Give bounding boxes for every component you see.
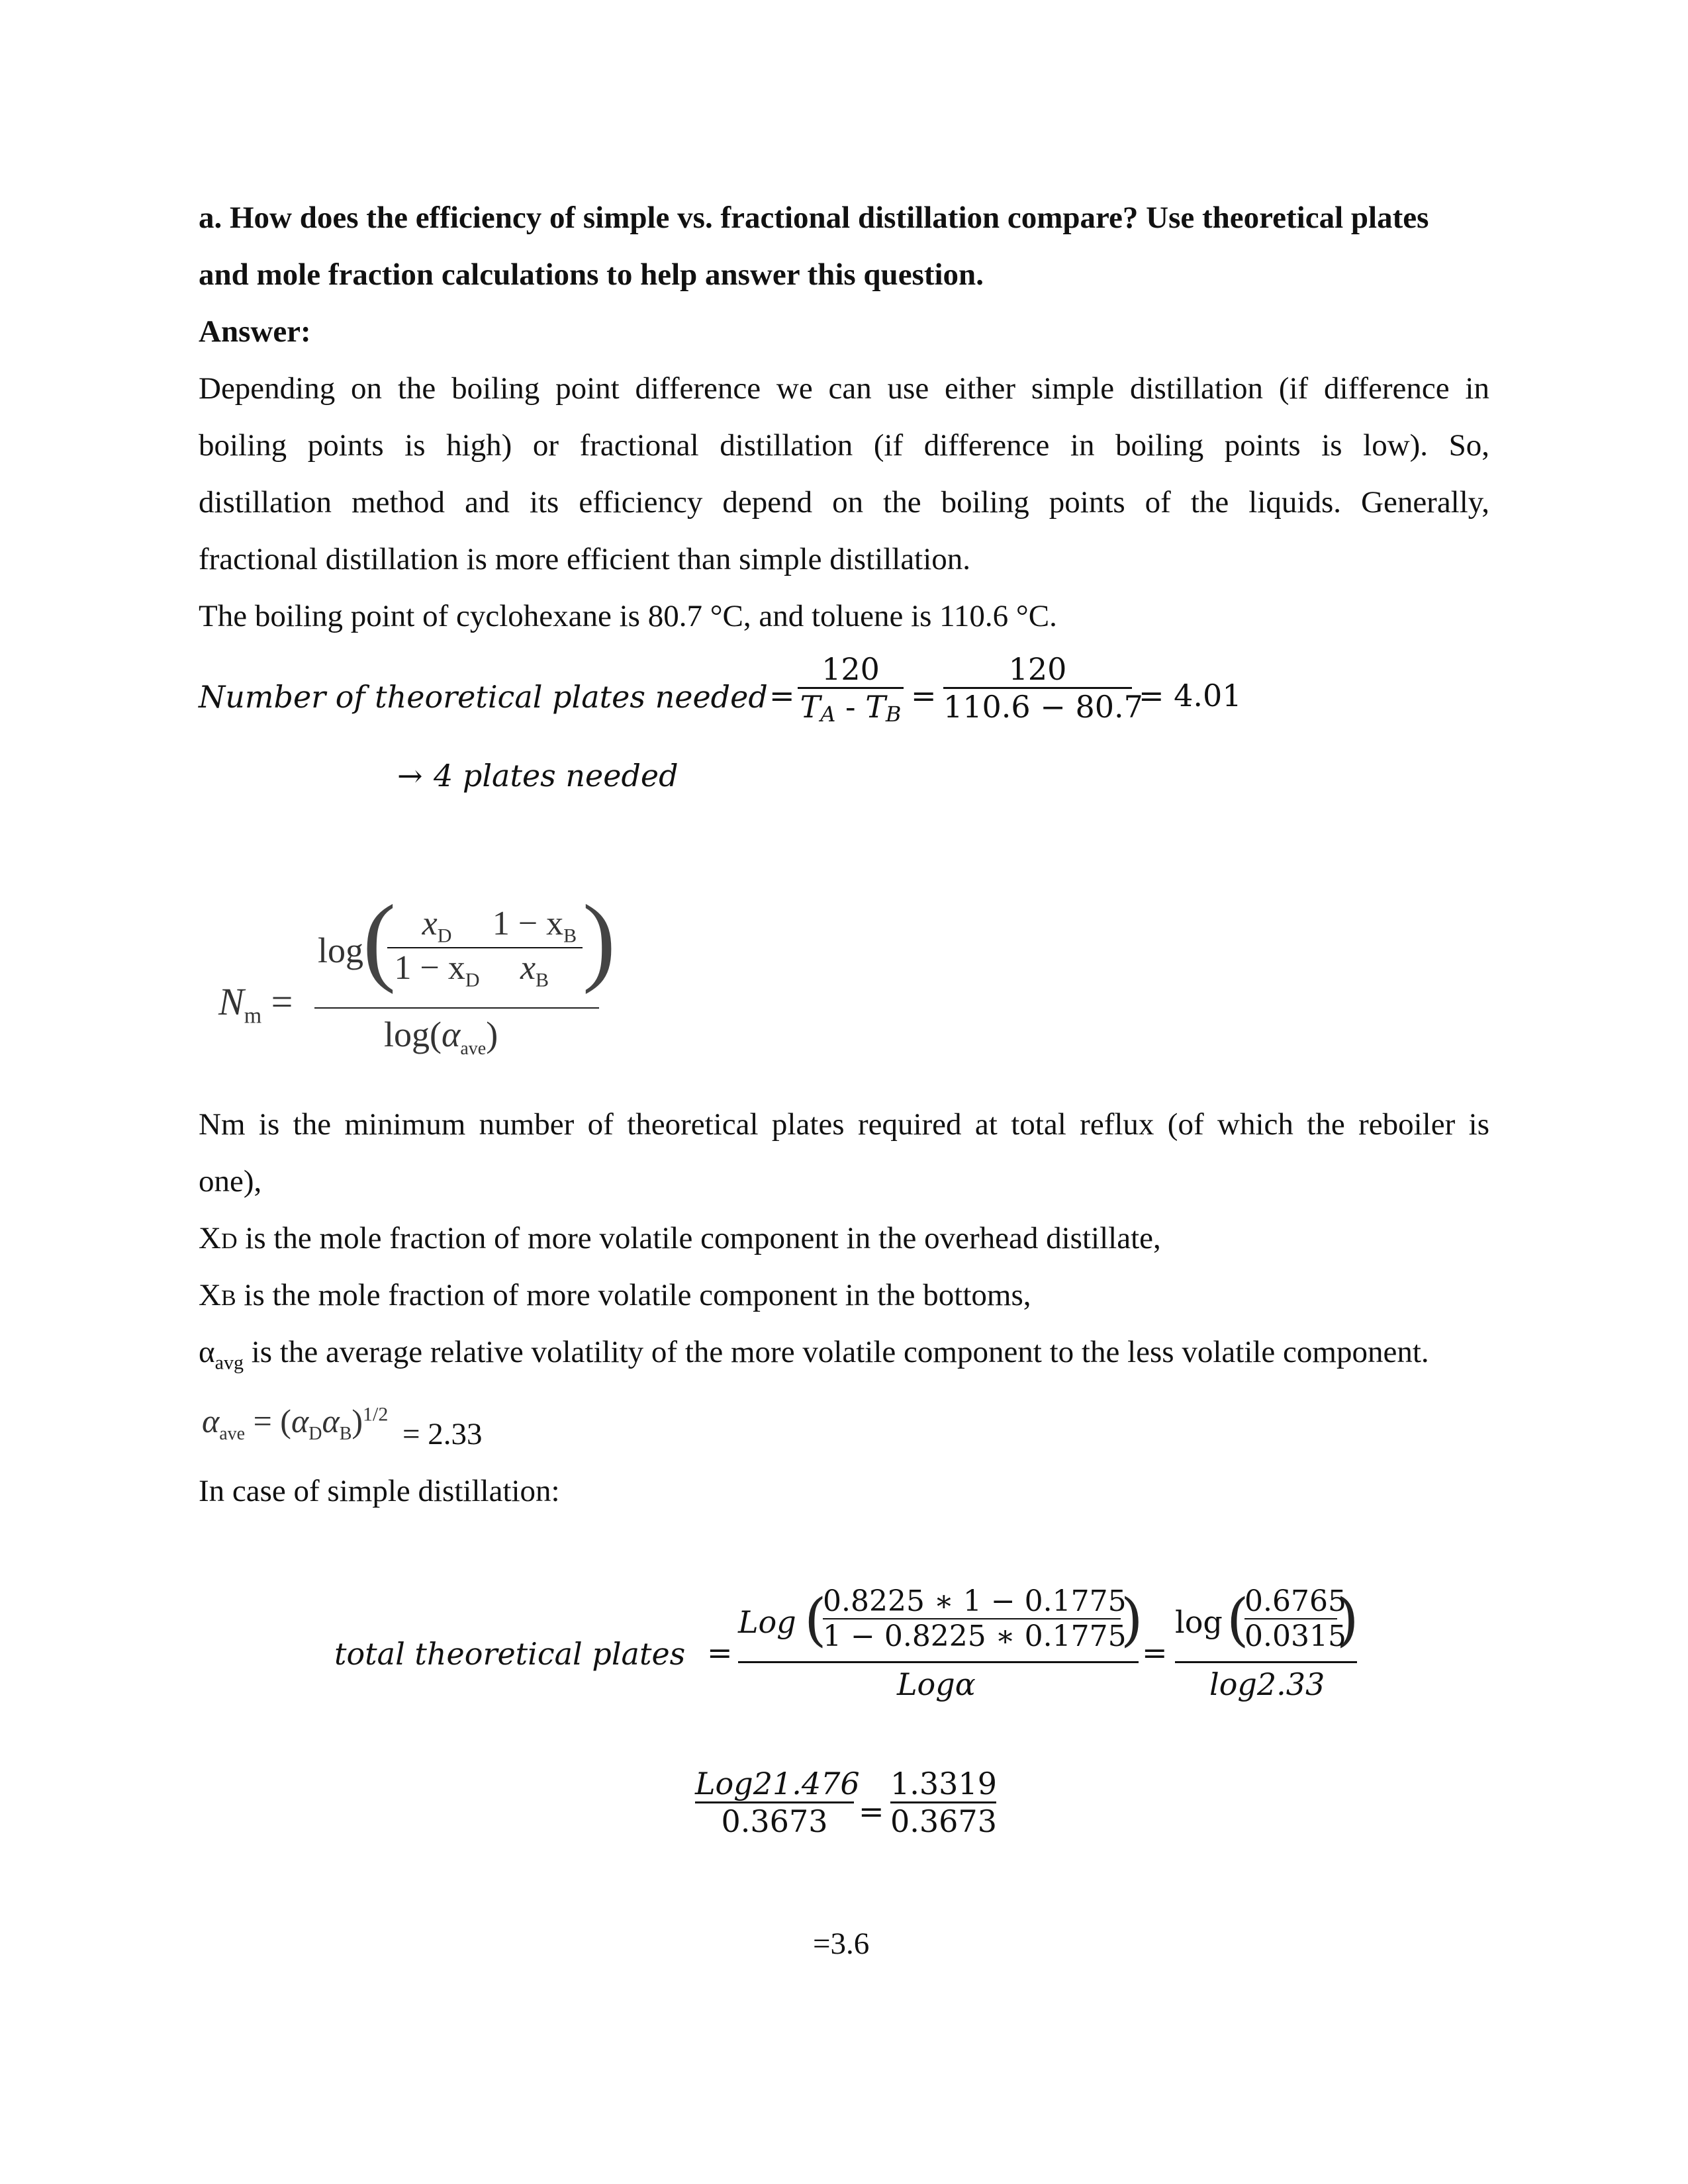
plates-equals-2: = bbox=[911, 678, 937, 713]
total-inner-fraction-2: 0.6765 0.0315 bbox=[1244, 1584, 1346, 1653]
nm-definition-line-1: Nm is the minimum number of theoretical plates required at total reflux (of which the reboiler is bbox=[199, 1107, 1489, 1142]
fenske-log-1: log bbox=[318, 931, 364, 970]
xb-definition: XB is the mole fraction of more volatile component in the bottoms, bbox=[199, 1278, 1031, 1312]
right-paren-icon: ) bbox=[583, 885, 616, 995]
plates-fraction-1 bbox=[798, 651, 904, 727]
paragraph-line-4: fractional distillation is more efficient than simple distillation. bbox=[199, 542, 971, 576]
fenske-inner-fraction-1: $x_D$ $1 - x_D$ bbox=[387, 904, 487, 992]
total-inner-fraction-1: 0.8225 ∗ 1 − 0.1775 1 − 0.8225 ∗ 0.1775 bbox=[823, 1584, 1127, 1653]
nm-definition-line-2: one), bbox=[199, 1164, 262, 1199]
final-result: =3.6 bbox=[813, 1927, 870, 1961]
alpha-result: = 2.33 bbox=[402, 1417, 483, 1451]
step2-fraction-2 bbox=[890, 1766, 996, 1839]
boiling-points-text: The boiling point of cyclohexane is 80.7 °C, and toluene is 110.6 °C. bbox=[199, 599, 1057, 633]
arrow-icon: → bbox=[397, 758, 423, 794]
step2-numerator-2: 1.3319 bbox=[890, 1766, 997, 1801]
fenske-inner-fraction-2: $1 - x_B$ $x_B$ bbox=[487, 904, 583, 992]
plates-equation-equals: = bbox=[769, 678, 795, 713]
step2-equals: = bbox=[859, 1794, 884, 1829]
fraction-bar bbox=[738, 1661, 1139, 1663]
right-paren-icon: ) bbox=[1121, 1587, 1143, 1653]
step2-denominator-1: 0.3673 bbox=[721, 1803, 828, 1839]
fraction-bar bbox=[1175, 1661, 1357, 1663]
total-denominator-2: log2.33 bbox=[1209, 1666, 1325, 1702]
fenske-lhs: $N_m$ = bbox=[218, 980, 293, 1028]
fenske-main-fraction-bar bbox=[314, 1007, 599, 1009]
paragraph-line-3: distillation method and its efficiency depend on the boiling points of the liquids. Generally, bbox=[199, 485, 1489, 520]
left-paren-icon: ( bbox=[804, 1587, 827, 1653]
left-paren-icon: ( bbox=[1227, 1587, 1249, 1653]
question-line-1: a. How does the efficiency of simple vs. fractional distillation compare? Use theoretical plates bbox=[199, 201, 1429, 235]
step2-denominator-2: 0.3673 bbox=[890, 1803, 997, 1839]
alpha-definition: $\alpha_{avg}$ is the average relative volatility of the more volatile component to the less volatile component. bbox=[199, 1335, 1429, 1374]
step2-fraction-1 bbox=[695, 1766, 860, 1839]
paragraph-line-2: boiling points is high) or fractional distillation (if difference in boiling points is low). So, bbox=[199, 428, 1489, 463]
xd-definition: XD is the mole fraction of more volatile component in the overhead distillate, bbox=[199, 1221, 1161, 1255]
fenske-denominator: $\log(\alpha_{ave})$ bbox=[384, 1015, 498, 1059]
plates-fraction-2 bbox=[943, 651, 1143, 725]
log-label-1: Log bbox=[738, 1604, 796, 1640]
total-denominator-1: Logα bbox=[897, 1666, 976, 1702]
left-paren-icon: ( bbox=[363, 885, 396, 995]
plates-fraction-1-denominator: $T_A - T_B$ bbox=[800, 689, 902, 727]
question-line-2: and mole fraction calculations to help answer this question. bbox=[199, 257, 984, 292]
total-plates-equals-1: = bbox=[707, 1635, 733, 1670]
answer-label: Answer: bbox=[199, 314, 311, 349]
alpha-average-equation: $\alpha_{ave} = (\alpha_D\alpha_B)^{1/2}$ bbox=[202, 1402, 389, 1444]
plates-fraction-2-denominator: 110.6 − 80.7 bbox=[943, 689, 1143, 725]
total-plates-equals-2: = bbox=[1142, 1635, 1168, 1670]
log-label-2: log bbox=[1175, 1604, 1223, 1640]
plates-equation-lhs: Number of theoretical plates needed bbox=[199, 679, 768, 715]
plates-conclusion: 4 plates needed bbox=[434, 758, 679, 794]
paragraph-line-1: Depending on the boiling point difference we can use either simple distillation (if difference in bbox=[199, 371, 1489, 406]
right-paren-icon: ) bbox=[1336, 1587, 1359, 1653]
plates-result: = 4.01 bbox=[1139, 678, 1242, 713]
plates-fraction-1-numerator: 120 bbox=[821, 651, 880, 687]
plates-fraction-2-numerator: 120 bbox=[1008, 651, 1067, 687]
simple-case-label: In case of simple distillation: bbox=[199, 1474, 560, 1508]
step2-numerator-1: Log21.476 bbox=[695, 1766, 860, 1801]
total-plates-lhs: total theoretical plates bbox=[334, 1636, 686, 1672]
